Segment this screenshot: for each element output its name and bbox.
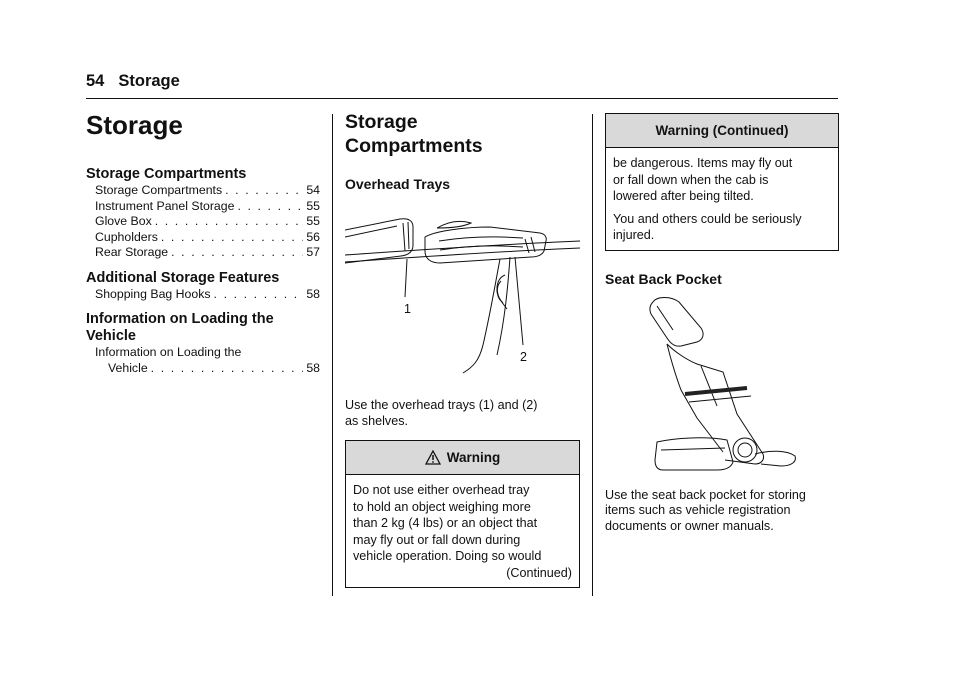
seat-back-pocket-illustration bbox=[605, 294, 839, 484]
chapter-title: Storage bbox=[86, 110, 183, 140]
overhead-trays-heading: Overhead Trays bbox=[345, 176, 451, 192]
warning-title: Warning bbox=[446, 450, 501, 465]
column-divider-1 bbox=[332, 114, 333, 596]
right-column bbox=[605, 113, 839, 534]
toc-group-additional-storage bbox=[86, 270, 320, 303]
header-rule bbox=[86, 98, 838, 99]
toc-group-heading: Vehicle bbox=[86, 328, 136, 344]
toc-entry[interactable]: Shopping Bag Hooks . . . 58 bbox=[86, 287, 320, 303]
section-title-line2: Compartments bbox=[345, 135, 483, 157]
seat-back-pocket-heading: Seat Back Pocket bbox=[605, 270, 722, 287]
toc-entry[interactable]: Glove Box . . . 55 bbox=[86, 214, 320, 230]
callout-1: 1 bbox=[404, 302, 411, 316]
toc-entry[interactable]: Information on Loading the bbox=[95, 345, 242, 359]
warning-continued-header: Warning (Continued) bbox=[606, 114, 838, 148]
running-section-title: Storage bbox=[118, 72, 180, 90]
toc-group-loading-info bbox=[86, 311, 320, 376]
overhead-trays-illustration bbox=[345, 215, 580, 390]
toc-entry[interactable]: Cupholders . . . 56 bbox=[86, 230, 320, 246]
page-header bbox=[86, 72, 180, 91]
warning-body: Do not use either overhead tray to hold an object weighing more than 2 kg (4 lbs) or an object that may fly out or fall down during vehicle operation. Doing so would (Continued) bbox=[353, 483, 572, 580]
toc-group-heading: Information on Loading the bbox=[86, 311, 274, 327]
chapter-toc bbox=[86, 110, 320, 376]
continued-label: (Continued) bbox=[506, 565, 572, 580]
callout-2: 2 bbox=[520, 350, 527, 364]
main-column bbox=[345, 110, 580, 588]
toc-group-heading: Storage Compartments bbox=[86, 166, 247, 182]
overhead-trays-text: Use the overhead trays (1) and (2) as shelves. bbox=[345, 398, 538, 428]
toc-entry[interactable]: Vehicle . . . 58 bbox=[86, 361, 320, 377]
warning-box bbox=[345, 440, 580, 588]
warning-header bbox=[346, 441, 579, 475]
toc-group-heading: Additional Storage Features bbox=[86, 269, 280, 286]
warning-triangle-icon bbox=[425, 450, 441, 465]
warning-continued-body: be dangerous. Items may fly out or fall down when the cab is lowered after being tilted. You and others could be seriously injured. bbox=[613, 156, 802, 242]
toc-entry[interactable]: Instrument Panel Storage . . . 55 bbox=[86, 199, 320, 215]
column-divider-2 bbox=[592, 114, 593, 596]
toc-entry[interactable]: Rear Storage . . . 57 bbox=[86, 245, 320, 261]
toc-entry[interactable]: Storage Compartments . . . 54 bbox=[86, 183, 320, 199]
seat-back-pocket-text: Use the seat back pocket for storing items such as vehicle registration documents or owner manuals. bbox=[605, 487, 806, 533]
warning-continued-box bbox=[605, 113, 839, 251]
section-title-line1: Storage bbox=[345, 111, 418, 133]
toc-group-storage-compartments bbox=[86, 166, 320, 261]
page-number: 54 bbox=[86, 72, 105, 90]
